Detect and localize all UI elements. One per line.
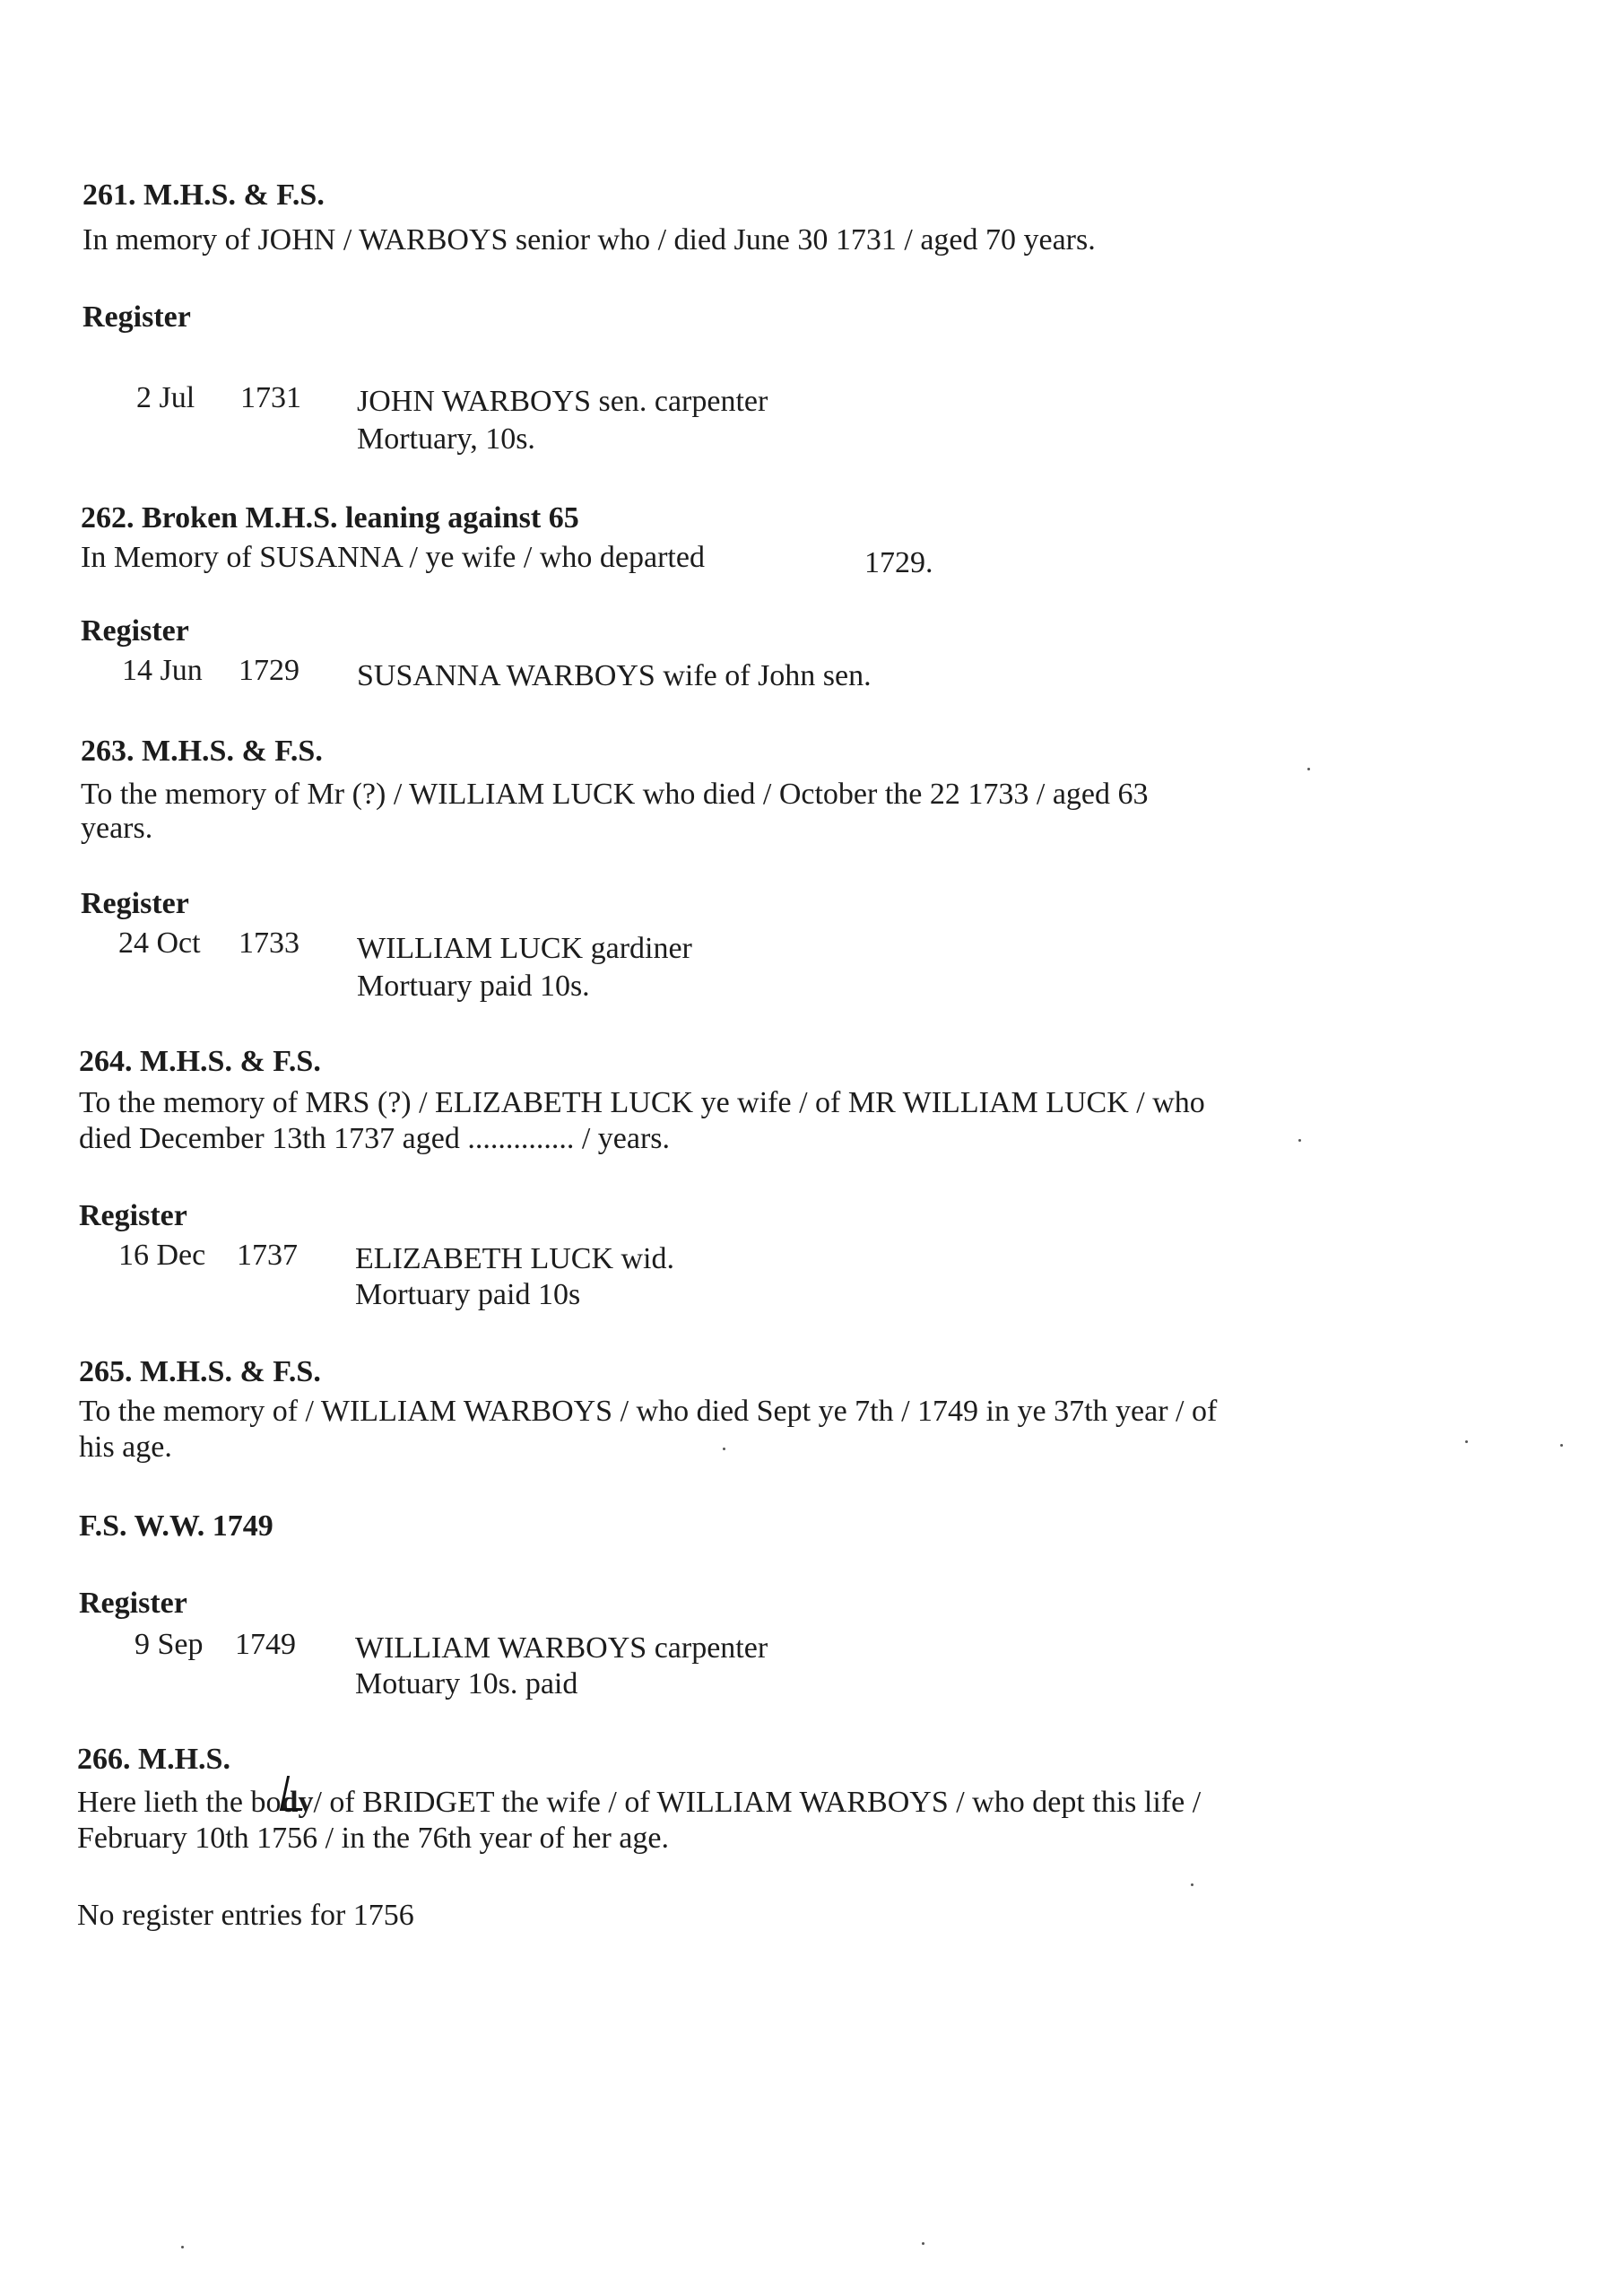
entry-265-register-line-2: Motuary 10s. paid [355,1667,578,1700]
entry-265-inscription-line-1: To the memory of / WILLIAM WARBOYS / who died Sept ye 7th / 1749 in ye 37th year / of [79,1395,1218,1428]
entry-262-register-year: 1729 [239,654,299,687]
entry-265-footstone-text: F.S. W.W. 1749 [79,1509,273,1543]
entry-261-register-line-2: Mortuary, 10s. [357,422,535,456]
entry-263-inscription-line-1: To the memory of Mr (?) / WILLIAM LUCK who died / October the 22 1733 / aged 63 [81,778,1149,811]
entry-265-register-year: 1749 [235,1628,296,1661]
scan-speck [1298,1139,1301,1142]
scan-speck [1560,1444,1563,1447]
closing-note: No register entries for 1756 [77,1899,414,1932]
entry-265-register-line-1: WILLIAM WARBOYS carpenter [355,1631,768,1665]
entry-264-heading: 264. M.H.S. & F.S. [79,1045,321,1078]
entry-266-inscription-line-2: February 10th 1756 / in the 76th year of her age. [77,1822,669,1855]
entry-262-heading: 262. Broken M.H.S. leaning against 65 [81,501,579,535]
entry-263-register-day: 24 Oct [118,926,201,960]
entry-264-inscription-line-1: To the memory of MRS (?) / ELIZABETH LUCK ye wife / of MR WILLIAM LUCK / who [79,1086,1205,1119]
entry-262-register-label: Register [81,614,189,648]
entry-264-register-year: 1737 [237,1239,298,1272]
scan-speck [181,2246,184,2248]
entry-262-register-line-1: SUSANNA WARBOYS wife of John sen. [357,659,872,692]
entry-265-inscription-line-2: his age. [79,1431,172,1464]
entry-264-inscription-line-2: died December 13th 1737 aged .............. / years. [79,1122,671,1155]
entry-264-register-line-2: Mortuary paid 10s [355,1278,581,1311]
entry-263-register-line-1: WILLIAM LUCK gardiner [357,932,692,965]
entry-266-heading: 266. M.H.S. [77,1743,230,1776]
scan-speck [723,1448,725,1450]
entry-261-register-label: Register [82,300,191,334]
entry-263-register-year: 1733 [239,926,299,960]
entry-265-footstone [79,1509,273,1544]
entry-262-inscription-year: 1729. [864,546,933,579]
entry-261-heading: 261. M.H.S. & F.S. [82,178,325,212]
entry-262-register-day: 14 Jun [122,654,203,687]
entry-261-register-year: 1731 [240,381,301,414]
scan-speck [1191,1883,1193,1886]
entry-266-inscription-post: / of BRIDGET the wife / of WILLIAM WARBOYS / who dept this life / [313,1786,1202,1819]
entry-261-inscription: In memory of JOHN / WARBOYS senior who / died June 30 1731 / aged 70 years. [82,223,1096,257]
entry-263-register-line-2: Mortuary paid 10s. [357,970,590,1003]
entry-264-register-line-1: ELIZABETH LUCK wid. [355,1242,675,1275]
entry-266-inscription-pre: Here lieth the bo [77,1786,282,1819]
scan-speck [1465,1440,1468,1443]
entry-266-inscription-line-1 [77,1785,1201,1821]
entry-265-register-day: 9 Sep [135,1628,204,1661]
handwritten-correction-mark: dy [281,1786,314,1819]
entry-261-register-day: 2 Jul [136,381,195,414]
entry-264-register-label: Register [79,1199,187,1232]
entry-265-register-label: Register [79,1587,187,1620]
entry-263-register-label: Register [81,887,189,920]
entry-261-register-line-1: JOHN WARBOYS sen. carpenter [357,385,768,418]
scan-speck [922,2242,924,2245]
entry-262-inscription: In Memory of SUSANNA / ye wife / who departed [81,541,705,574]
scan-speck [1307,768,1310,770]
entry-263-heading: 263. M.H.S. & F.S. [81,735,323,768]
entry-265-heading: 265. M.H.S. & F.S. [79,1355,321,1388]
entry-263-inscription-line-2: years. [81,812,153,845]
entry-264-register-day: 16 Dec [118,1239,206,1272]
